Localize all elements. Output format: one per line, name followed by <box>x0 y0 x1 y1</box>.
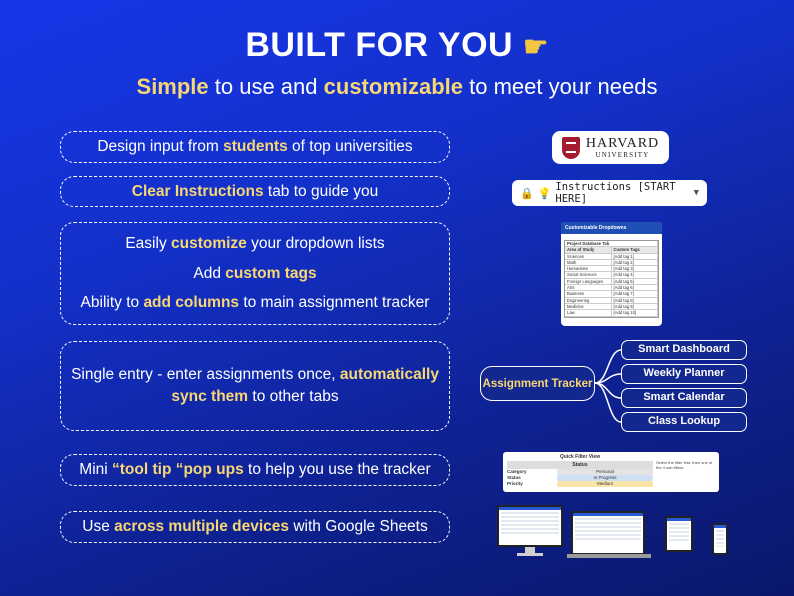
subtitle-highlight-simple: Simple <box>136 74 209 99</box>
table-cell: [Add tag 1] <box>612 254 659 259</box>
subtitle-text-end: to meet your needs <box>463 74 658 99</box>
node-label: Class Lookup <box>647 415 721 427</box>
table-cell: Business <box>565 291 612 296</box>
smart-calendar-node <box>621 388 747 408</box>
feature-text: Ability to <box>80 294 144 312</box>
feature-highlight: automatically <box>339 366 439 384</box>
filter-row-key: Priority <box>507 481 523 486</box>
lightbulb-icon: 💡 <box>537 186 552 200</box>
feature-text: with Google Sheets <box>289 518 428 536</box>
filter-row-value[interactable]: Personal <box>557 469 653 475</box>
feature-highlight: custom tags <box>225 264 317 282</box>
table-cell: Humanities <box>565 266 612 271</box>
laptop-device <box>571 511 645 555</box>
lock-icon: 🔒 <box>520 186 534 200</box>
table-cell: [Add tag 3] <box>612 266 659 271</box>
feature-text: Add <box>193 264 226 282</box>
harvard-sub: UNIVERSITY <box>595 150 650 159</box>
filter-row <box>507 481 653 487</box>
class-lookup-node <box>621 412 747 432</box>
table-cell: [Add tag 9] <box>612 304 659 309</box>
feature-text: Design input from <box>97 138 224 156</box>
filter-row-key: Status <box>507 475 521 480</box>
table-cell: [Add tag 6] <box>612 285 659 290</box>
subtitle-text: to use and <box>208 74 324 99</box>
title-text: BUILT FOR YOU <box>245 26 514 64</box>
feature-text: to main assignment tracker <box>239 294 430 312</box>
chevron-down-icon[interactable]: ▼ <box>693 188 699 198</box>
feature-highlight: sync them <box>171 388 249 405</box>
table-cell: [Add tag 4] <box>612 272 659 277</box>
filter-preview <box>503 452 719 492</box>
feature-text: Single entry - enter assignments once, <box>71 366 340 384</box>
harvard-name: HARVARD <box>585 135 660 151</box>
table-cell: [Add tag 2] <box>612 260 659 265</box>
table-cell: Math <box>565 260 612 265</box>
filter-title: Quick Filter View <box>559 454 601 460</box>
dropdown-preview-title: Customizable Dropdowns <box>561 222 662 234</box>
feature-text: Use <box>82 518 115 536</box>
feature-highlight: customize <box>171 234 247 252</box>
filter-note: Select the filter first, then one of the 4 sub-filters <box>656 460 713 470</box>
feature-text: Easily <box>125 234 171 252</box>
filter-row-value[interactable]: Medium <box>557 481 653 487</box>
node-label: Smart Calendar <box>643 391 725 403</box>
table-cell: [Add tag 5] <box>612 279 659 284</box>
filter-rows <box>507 469 715 487</box>
feature-text: your dropdown lists <box>246 234 385 252</box>
feature-highlight: add columns <box>143 294 240 312</box>
feature-highlight: Clear Instructions <box>131 182 264 200</box>
filter-row-key: Category <box>507 469 527 474</box>
tablet-device <box>665 516 693 552</box>
table-cell: Law <box>565 310 612 315</box>
assignment-tracker-label: Assignment Tracker <box>482 377 593 390</box>
smart-dashboard-node <box>621 340 747 360</box>
table-cell: Sciences <box>565 254 612 259</box>
laptop-base <box>567 554 651 558</box>
pointing-hand-icon: ☛ <box>523 31 549 62</box>
subtitle-highlight-customizable: customizable <box>323 74 464 99</box>
table-cell: Medicine <box>565 304 612 309</box>
weekly-planner-node <box>621 364 747 384</box>
connector-line <box>595 383 621 422</box>
dropdown-table-title: Project Database Tab <box>565 241 658 246</box>
table-cell: Arts <box>565 285 612 290</box>
table-cell: Social Sciences <box>565 272 612 277</box>
header-cell: Custom Tags <box>612 247 659 252</box>
table-cell: Foreign Languages <box>565 279 612 284</box>
feature-text: Mini <box>79 461 113 479</box>
feature-text: to help you use the tracker <box>243 461 431 479</box>
assignment-tracker-node <box>480 366 595 401</box>
feature-highlight: students <box>223 138 288 156</box>
feature-text: of top universities <box>287 138 413 156</box>
table-cell: Engineering <box>565 298 612 303</box>
filter-status-select[interactable]: Status <box>507 461 653 469</box>
devices-illustration <box>497 503 737 559</box>
header-cell: Area of Study <box>565 247 612 252</box>
table-cell: [Add tag 7] <box>612 291 659 296</box>
feature-text: tab to guide you <box>263 182 379 200</box>
feature-highlight: “tool tip “pop ups <box>112 461 244 479</box>
monitor-base <box>517 553 543 556</box>
table-cell: [Add tag 10] <box>612 310 659 315</box>
table-cell: [Add tag 8] <box>612 298 659 303</box>
feature-highlight: across multiple devices <box>114 518 290 536</box>
node-label: Weekly Planner <box>643 367 725 379</box>
phone-device <box>712 523 728 555</box>
filter-row-value[interactable]: In Progress <box>557 475 653 481</box>
monitor-device <box>497 505 563 547</box>
feature-text: to other tabs <box>248 388 339 405</box>
instructions-tab-label: Instructions [START HERE] <box>555 181 676 205</box>
node-label: Smart Dashboard <box>638 343 730 355</box>
